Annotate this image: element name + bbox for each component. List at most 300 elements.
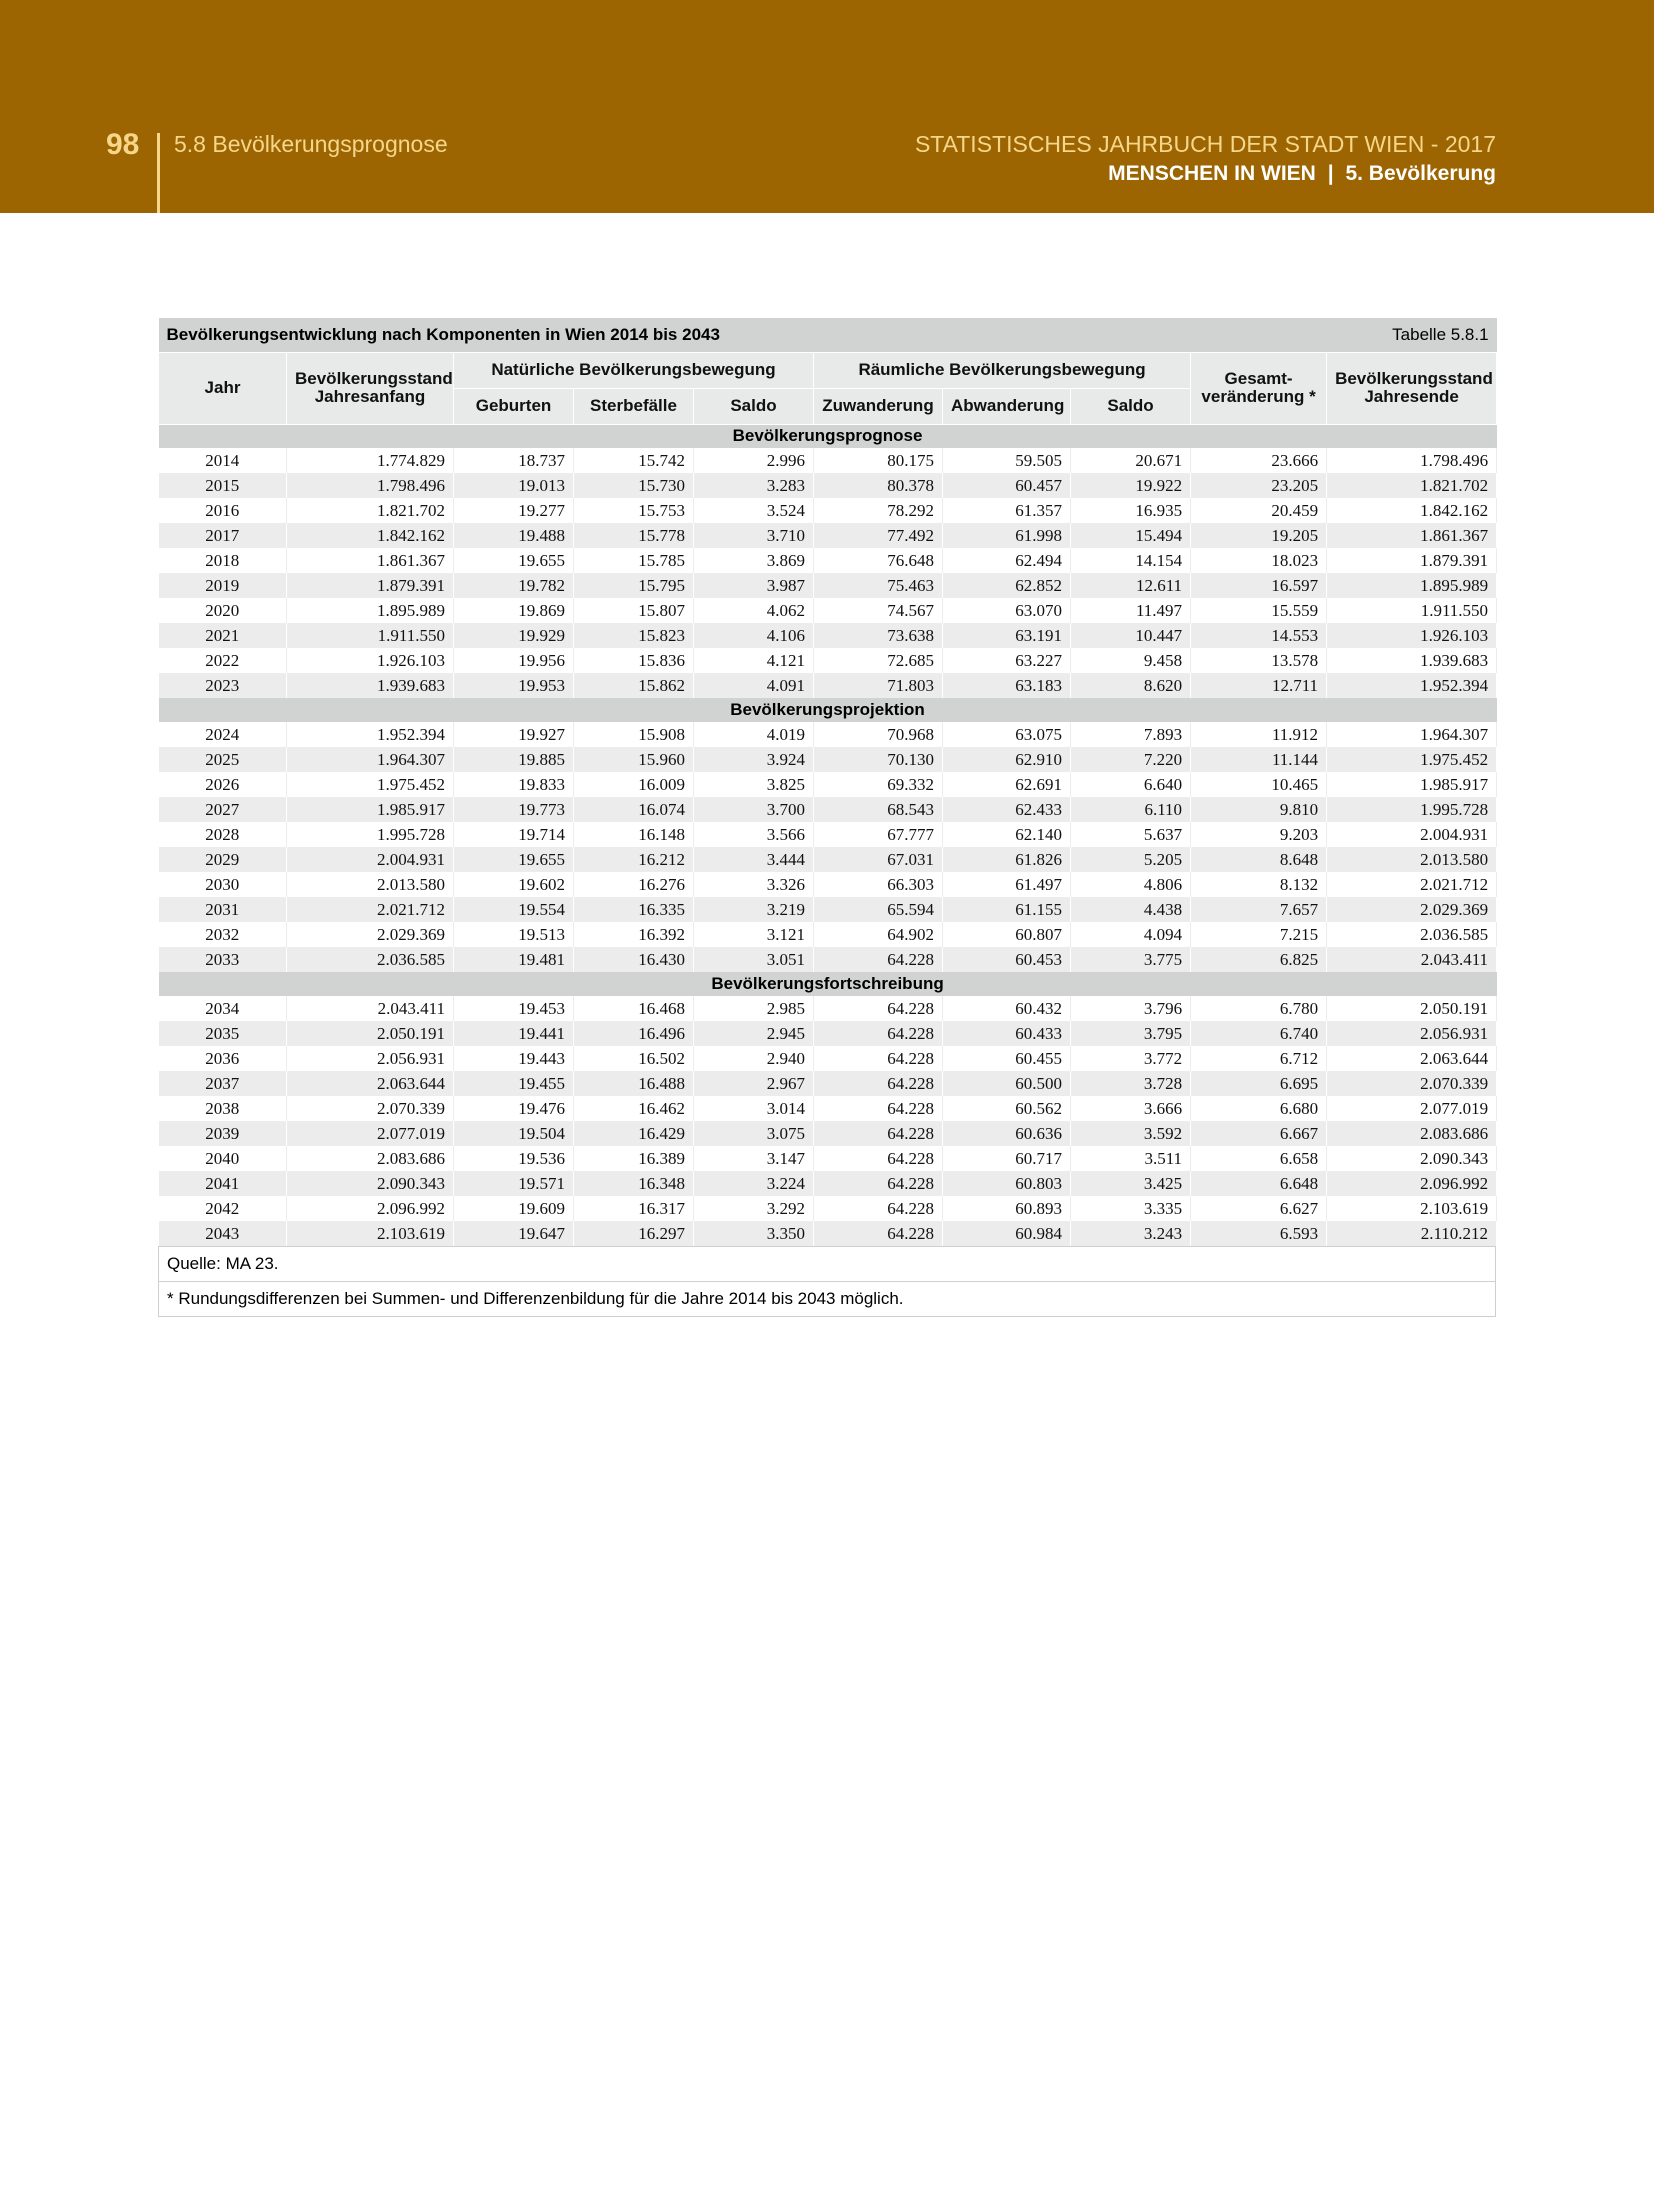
value-cell: 2.103.619 (1327, 1196, 1497, 1221)
value-cell: 60.807 (943, 922, 1071, 947)
year-cell: 2027 (159, 797, 287, 822)
year-cell: 2034 (159, 996, 287, 1021)
value-cell: 20.459 (1191, 498, 1327, 523)
value-cell: 19.013 (454, 473, 574, 498)
value-cell: 15.960 (574, 747, 694, 772)
value-cell: 1.926.103 (287, 648, 454, 673)
value-cell: 2.043.411 (287, 996, 454, 1021)
value-cell: 1.975.452 (1327, 747, 1497, 772)
table-row (159, 1196, 1497, 1221)
value-cell: 1.895.989 (1327, 573, 1497, 598)
value-cell: 8.620 (1071, 673, 1191, 698)
value-cell: 15.795 (574, 573, 694, 598)
value-cell: 16.392 (574, 922, 694, 947)
value-cell: 19.205 (1191, 523, 1327, 548)
value-cell: 16.276 (574, 872, 694, 897)
value-cell: 11.144 (1191, 747, 1327, 772)
table-row (159, 947, 1497, 972)
year-cell: 2043 (159, 1221, 287, 1246)
footnote: * Rundungsdifferenzen bei Summen- und Differenzenbildung für die Jahre 2014 bis 2043 möglich. (159, 1282, 1496, 1317)
table-row (159, 448, 1497, 473)
value-cell: 60.893 (943, 1196, 1071, 1221)
value-cell: 19.885 (454, 747, 574, 772)
value-cell: 19.929 (454, 623, 574, 648)
year-cell: 2026 (159, 772, 287, 797)
value-cell: 3.292 (694, 1196, 814, 1221)
year-cell: 2015 (159, 473, 287, 498)
value-cell: 1.911.550 (1327, 598, 1497, 623)
value-cell: 2.036.585 (1327, 922, 1497, 947)
value-cell: 1.861.367 (1327, 523, 1497, 548)
chapter-line (1108, 162, 1496, 186)
value-cell: 71.803 (814, 673, 943, 698)
value-cell: 9.810 (1191, 797, 1327, 822)
table-row (159, 1096, 1497, 1121)
value-cell: 62.140 (943, 822, 1071, 847)
value-cell: 15.753 (574, 498, 694, 523)
value-cell: 68.543 (814, 797, 943, 822)
value-cell: 7.220 (1071, 747, 1191, 772)
value-cell: 1.995.728 (1327, 797, 1497, 822)
value-cell: 3.075 (694, 1121, 814, 1146)
value-cell: 1.774.829 (287, 448, 454, 473)
value-cell: 4.121 (694, 648, 814, 673)
value-cell: 73.638 (814, 623, 943, 648)
value-cell: 12.711 (1191, 673, 1327, 698)
table-row (159, 648, 1497, 673)
value-cell: 2.996 (694, 448, 814, 473)
value-cell: 16.297 (574, 1221, 694, 1246)
value-cell: 2.036.585 (287, 947, 454, 972)
value-cell: 1.821.702 (1327, 473, 1497, 498)
value-cell: 2.083.686 (287, 1146, 454, 1171)
year-cell: 2032 (159, 922, 287, 947)
value-cell: 3.350 (694, 1221, 814, 1246)
value-cell: 64.228 (814, 1221, 943, 1246)
value-cell: 15.807 (574, 598, 694, 623)
value-cell: 19.571 (454, 1171, 574, 1196)
value-cell: 62.494 (943, 548, 1071, 573)
value-cell: 3.121 (694, 922, 814, 947)
value-cell: 3.326 (694, 872, 814, 897)
value-cell: 1.952.394 (1327, 673, 1497, 698)
value-cell: 16.335 (574, 897, 694, 922)
value-cell: 3.795 (1071, 1021, 1191, 1046)
value-cell: 6.640 (1071, 772, 1191, 797)
value-cell: 2.096.992 (287, 1196, 454, 1221)
value-cell: 1.798.496 (1327, 448, 1497, 473)
value-cell: 8.132 (1191, 872, 1327, 897)
value-cell: 1.842.162 (287, 523, 454, 548)
value-cell: 10.447 (1071, 623, 1191, 648)
value-cell: 23.666 (1191, 448, 1327, 473)
value-cell: 19.443 (454, 1046, 574, 1071)
value-cell: 64.228 (814, 1021, 943, 1046)
value-cell: 19.476 (454, 1096, 574, 1121)
value-cell: 60.636 (943, 1121, 1071, 1146)
value-cell: 2.021.712 (1327, 872, 1497, 897)
value-cell: 61.497 (943, 872, 1071, 897)
value-cell: 3.511 (1071, 1146, 1191, 1171)
value-cell: 3.243 (1071, 1221, 1191, 1246)
year-cell: 2018 (159, 548, 287, 573)
year-cell: 2029 (159, 847, 287, 872)
value-cell: 1.975.452 (287, 772, 454, 797)
value-cell: 6.695 (1191, 1071, 1327, 1096)
year-cell: 2035 (159, 1021, 287, 1046)
year-cell: 2033 (159, 947, 287, 972)
value-cell: 4.438 (1071, 897, 1191, 922)
value-cell: 8.648 (1191, 847, 1327, 872)
value-cell: 7.893 (1071, 722, 1191, 747)
table-row (159, 1046, 1497, 1071)
value-cell: 4.062 (694, 598, 814, 623)
value-cell: 23.205 (1191, 473, 1327, 498)
value-cell: 3.283 (694, 473, 814, 498)
year-cell: 2023 (159, 673, 287, 698)
value-cell: 2.083.686 (1327, 1121, 1497, 1146)
year-cell: 2024 (159, 722, 287, 747)
value-cell: 16.389 (574, 1146, 694, 1171)
table-row (159, 623, 1497, 648)
value-cell: 1.964.307 (287, 747, 454, 772)
value-cell: 1.821.702 (287, 498, 454, 523)
value-cell: 19.602 (454, 872, 574, 897)
value-cell: 60.455 (943, 1046, 1071, 1071)
table-row (159, 1021, 1497, 1046)
value-cell: 6.627 (1191, 1196, 1327, 1221)
value-cell: 6.740 (1191, 1021, 1327, 1046)
value-cell: 1.985.917 (1327, 772, 1497, 797)
table-row (159, 722, 1497, 747)
value-cell: 1.842.162 (1327, 498, 1497, 523)
section-title-cell: Bevölkerungsprojektion (159, 698, 1497, 722)
value-cell: 1.911.550 (287, 623, 454, 648)
value-cell: 78.292 (814, 498, 943, 523)
value-cell: 9.203 (1191, 822, 1327, 847)
value-cell: 3.051 (694, 947, 814, 972)
table-row (159, 772, 1497, 797)
value-cell: 2.070.339 (1327, 1071, 1497, 1096)
value-cell: 3.224 (694, 1171, 814, 1196)
value-cell: 64.228 (814, 1171, 943, 1196)
publication-title: STATISTISCHES JAHRBUCH DER STADT WIEN - 2017 (914, 131, 1496, 157)
table-row (159, 872, 1497, 897)
value-cell: 3.924 (694, 747, 814, 772)
value-cell: 2.110.212 (1327, 1221, 1497, 1246)
value-cell: 16.496 (574, 1021, 694, 1046)
value-cell: 19.927 (454, 722, 574, 747)
year-cell: 2016 (159, 498, 287, 523)
year-cell: 2030 (159, 872, 287, 897)
value-cell: 6.825 (1191, 947, 1327, 972)
table-caption-row (159, 318, 1497, 352)
table-row (159, 548, 1497, 573)
table-row (159, 598, 1497, 623)
value-cell: 59.505 (943, 448, 1071, 473)
value-cell: 2.096.992 (1327, 1171, 1497, 1196)
col-header-raeumlich: Räumliche Bevölkerungsbewegung (814, 352, 1191, 388)
value-cell: 16.462 (574, 1096, 694, 1121)
table-row (159, 573, 1497, 598)
value-cell: 16.935 (1071, 498, 1191, 523)
value-cell: 64.902 (814, 922, 943, 947)
value-cell: 2.050.191 (287, 1021, 454, 1046)
value-cell: 2.945 (694, 1021, 814, 1046)
value-cell: 15.908 (574, 722, 694, 747)
year-cell: 2041 (159, 1171, 287, 1196)
value-cell: 2.103.619 (287, 1221, 454, 1246)
value-cell: 16.317 (574, 1196, 694, 1221)
value-cell: 1.995.728 (287, 822, 454, 847)
value-cell: 70.968 (814, 722, 943, 747)
value-cell: 2.063.644 (1327, 1046, 1497, 1071)
value-cell: 76.648 (814, 548, 943, 573)
value-cell: 6.593 (1191, 1221, 1327, 1246)
value-cell: 19.453 (454, 996, 574, 1021)
value-cell: 19.655 (454, 847, 574, 872)
value-cell: 16.148 (574, 822, 694, 847)
value-cell: 14.553 (1191, 623, 1327, 648)
value-cell: 2.077.019 (287, 1121, 454, 1146)
year-cell: 2042 (159, 1196, 287, 1221)
value-cell: 72.685 (814, 648, 943, 673)
chapter-main: MENSCHEN IN WIEN (1108, 162, 1316, 185)
value-cell: 64.228 (814, 947, 943, 972)
value-cell: 4.019 (694, 722, 814, 747)
value-cell: 2.985 (694, 996, 814, 1021)
value-cell: 1.895.989 (287, 598, 454, 623)
table-title: Bevölkerungsentwicklung nach Komponenten in Wien 2014 bis 2043 (159, 318, 1191, 352)
value-cell: 16.212 (574, 847, 694, 872)
value-cell: 15.823 (574, 623, 694, 648)
section-title: 5.8 Bevölkerungsprognose (174, 131, 448, 157)
col-header-natuerlich: Natürliche Bevölkerungsbewegung (454, 352, 814, 388)
value-cell: 3.796 (1071, 996, 1191, 1021)
value-cell: 3.444 (694, 847, 814, 872)
value-cell: 19.782 (454, 573, 574, 598)
value-cell: 2.029.369 (287, 922, 454, 947)
value-cell: 74.567 (814, 598, 943, 623)
value-cell: 80.378 (814, 473, 943, 498)
year-cell: 2038 (159, 1096, 287, 1121)
value-cell: 1.879.391 (287, 573, 454, 598)
value-cell: 3.524 (694, 498, 814, 523)
header-divider (157, 133, 160, 213)
year-cell: 2039 (159, 1121, 287, 1146)
value-cell: 16.488 (574, 1071, 694, 1096)
value-cell: 63.227 (943, 648, 1071, 673)
value-cell: 4.806 (1071, 872, 1191, 897)
year-cell: 2028 (159, 822, 287, 847)
value-cell: 19.833 (454, 772, 574, 797)
value-cell: 2.967 (694, 1071, 814, 1096)
value-cell: 2.004.931 (1327, 822, 1497, 847)
value-cell: 3.147 (694, 1146, 814, 1171)
col-header-stand-anfang: Bevölkerungsstand Jahresanfang (287, 352, 454, 424)
col-header-gesamt: Gesamt- veränderung * (1191, 352, 1327, 424)
value-cell: 13.578 (1191, 648, 1327, 673)
value-cell: 77.492 (814, 523, 943, 548)
value-cell: 12.611 (1071, 573, 1191, 598)
value-cell: 63.070 (943, 598, 1071, 623)
value-cell: 19.513 (454, 922, 574, 947)
footnote-row (159, 1282, 1496, 1317)
table-row (159, 523, 1497, 548)
col-header-abwanderung: Abwanderung (943, 388, 1071, 424)
year-cell: 2021 (159, 623, 287, 648)
value-cell: 19.504 (454, 1121, 574, 1146)
value-cell: 63.191 (943, 623, 1071, 648)
value-cell: 2.070.339 (287, 1096, 454, 1121)
value-cell: 2.004.931 (287, 847, 454, 872)
value-cell: 19.554 (454, 897, 574, 922)
table-row (159, 747, 1497, 772)
value-cell: 1.861.367 (287, 548, 454, 573)
value-cell: 15.730 (574, 473, 694, 498)
value-cell: 15.742 (574, 448, 694, 473)
value-cell: 7.657 (1191, 897, 1327, 922)
population-table-container (158, 318, 1496, 1317)
col-header-zuwanderung: Zuwanderung (814, 388, 943, 424)
value-cell: 60.803 (943, 1171, 1071, 1196)
header-row-1 (159, 352, 1497, 388)
table-row (159, 1071, 1497, 1096)
year-cell: 2040 (159, 1146, 287, 1171)
value-cell: 2.050.191 (1327, 996, 1497, 1021)
value-cell: 19.481 (454, 947, 574, 972)
value-cell: 16.468 (574, 996, 694, 1021)
value-cell: 60.457 (943, 473, 1071, 498)
value-cell: 15.785 (574, 548, 694, 573)
source-row (159, 1247, 1496, 1282)
value-cell: 60.562 (943, 1096, 1071, 1121)
value-cell: 2.056.931 (1327, 1021, 1497, 1046)
table-row (159, 673, 1497, 698)
table-row (159, 847, 1497, 872)
value-cell: 63.183 (943, 673, 1071, 698)
year-cell: 2025 (159, 747, 287, 772)
value-cell: 16.430 (574, 947, 694, 972)
value-cell: 66.303 (814, 872, 943, 897)
year-cell: 2014 (159, 448, 287, 473)
value-cell: 2.029.369 (1327, 897, 1497, 922)
value-cell: 67.777 (814, 822, 943, 847)
value-cell: 80.175 (814, 448, 943, 473)
value-cell: 64.228 (814, 996, 943, 1021)
page-number: 98 (106, 128, 140, 161)
value-cell: 3.869 (694, 548, 814, 573)
value-cell: 1.964.307 (1327, 722, 1497, 747)
notes-table (158, 1246, 1496, 1317)
section-title-cell: Bevölkerungsfortschreibung (159, 972, 1497, 996)
value-cell: 15.862 (574, 673, 694, 698)
value-cell: 2.090.343 (287, 1171, 454, 1196)
value-cell: 19.536 (454, 1146, 574, 1171)
value-cell: 1.798.496 (287, 473, 454, 498)
table-row (159, 1146, 1497, 1171)
value-cell: 19.609 (454, 1196, 574, 1221)
year-cell: 2031 (159, 897, 287, 922)
value-cell: 60.432 (943, 996, 1071, 1021)
year-cell: 2037 (159, 1071, 287, 1096)
value-cell: 70.130 (814, 747, 943, 772)
value-cell: 16.009 (574, 772, 694, 797)
value-cell: 16.597 (1191, 573, 1327, 598)
chapter-sub: 5. Bevölkerung (1345, 162, 1496, 185)
value-cell: 60.984 (943, 1221, 1071, 1246)
value-cell: 62.433 (943, 797, 1071, 822)
value-cell: 11.912 (1191, 722, 1327, 747)
value-cell: 62.691 (943, 772, 1071, 797)
table-row (159, 897, 1497, 922)
year-cell: 2020 (159, 598, 287, 623)
table-row (159, 797, 1497, 822)
value-cell: 3.592 (1071, 1121, 1191, 1146)
chapter-separator: | (1327, 162, 1334, 185)
value-cell: 3.335 (1071, 1196, 1191, 1221)
value-cell: 19.455 (454, 1071, 574, 1096)
value-cell: 2.077.019 (1327, 1096, 1497, 1121)
value-cell: 19.441 (454, 1021, 574, 1046)
table-row (159, 822, 1497, 847)
value-cell: 4.094 (1071, 922, 1191, 947)
value-cell: 60.500 (943, 1071, 1071, 1096)
value-cell: 2.013.580 (287, 872, 454, 897)
value-cell: 1.985.917 (287, 797, 454, 822)
value-cell: 9.458 (1071, 648, 1191, 673)
year-cell: 2036 (159, 1046, 287, 1071)
value-cell: 5.637 (1071, 822, 1191, 847)
value-cell: 18.023 (1191, 548, 1327, 573)
year-cell: 2022 (159, 648, 287, 673)
value-cell: 15.559 (1191, 598, 1327, 623)
value-cell: 61.357 (943, 498, 1071, 523)
value-cell: 2.063.644 (287, 1071, 454, 1096)
value-cell: 20.671 (1071, 448, 1191, 473)
value-cell: 2.090.343 (1327, 1146, 1497, 1171)
value-cell: 19.773 (454, 797, 574, 822)
value-cell: 18.737 (454, 448, 574, 473)
value-cell: 3.710 (694, 523, 814, 548)
value-cell: 65.594 (814, 897, 943, 922)
value-cell: 69.332 (814, 772, 943, 797)
value-cell: 64.228 (814, 1096, 943, 1121)
value-cell: 2.056.931 (287, 1046, 454, 1071)
value-cell: 19.647 (454, 1221, 574, 1246)
year-cell: 2017 (159, 523, 287, 548)
col-header-jahr: Jahr (159, 352, 287, 424)
value-cell: 1.939.683 (1327, 648, 1497, 673)
col-header-saldo-nat: Saldo (694, 388, 814, 424)
value-cell: 63.075 (943, 722, 1071, 747)
value-cell: 6.712 (1191, 1046, 1327, 1071)
value-cell: 62.852 (943, 573, 1071, 598)
value-cell: 64.228 (814, 1196, 943, 1221)
value-cell: 16.502 (574, 1046, 694, 1071)
value-cell: 3.666 (1071, 1096, 1191, 1121)
value-cell: 19.714 (454, 822, 574, 847)
value-cell: 3.775 (1071, 947, 1191, 972)
value-cell: 4.106 (694, 623, 814, 648)
value-cell: 19.488 (454, 523, 574, 548)
value-cell: 3.728 (1071, 1071, 1191, 1096)
col-header-geburten: Geburten (454, 388, 574, 424)
value-cell: 60.717 (943, 1146, 1071, 1171)
value-cell: 11.497 (1071, 598, 1191, 623)
table-row (159, 498, 1497, 523)
value-cell: 14.154 (1071, 548, 1191, 573)
